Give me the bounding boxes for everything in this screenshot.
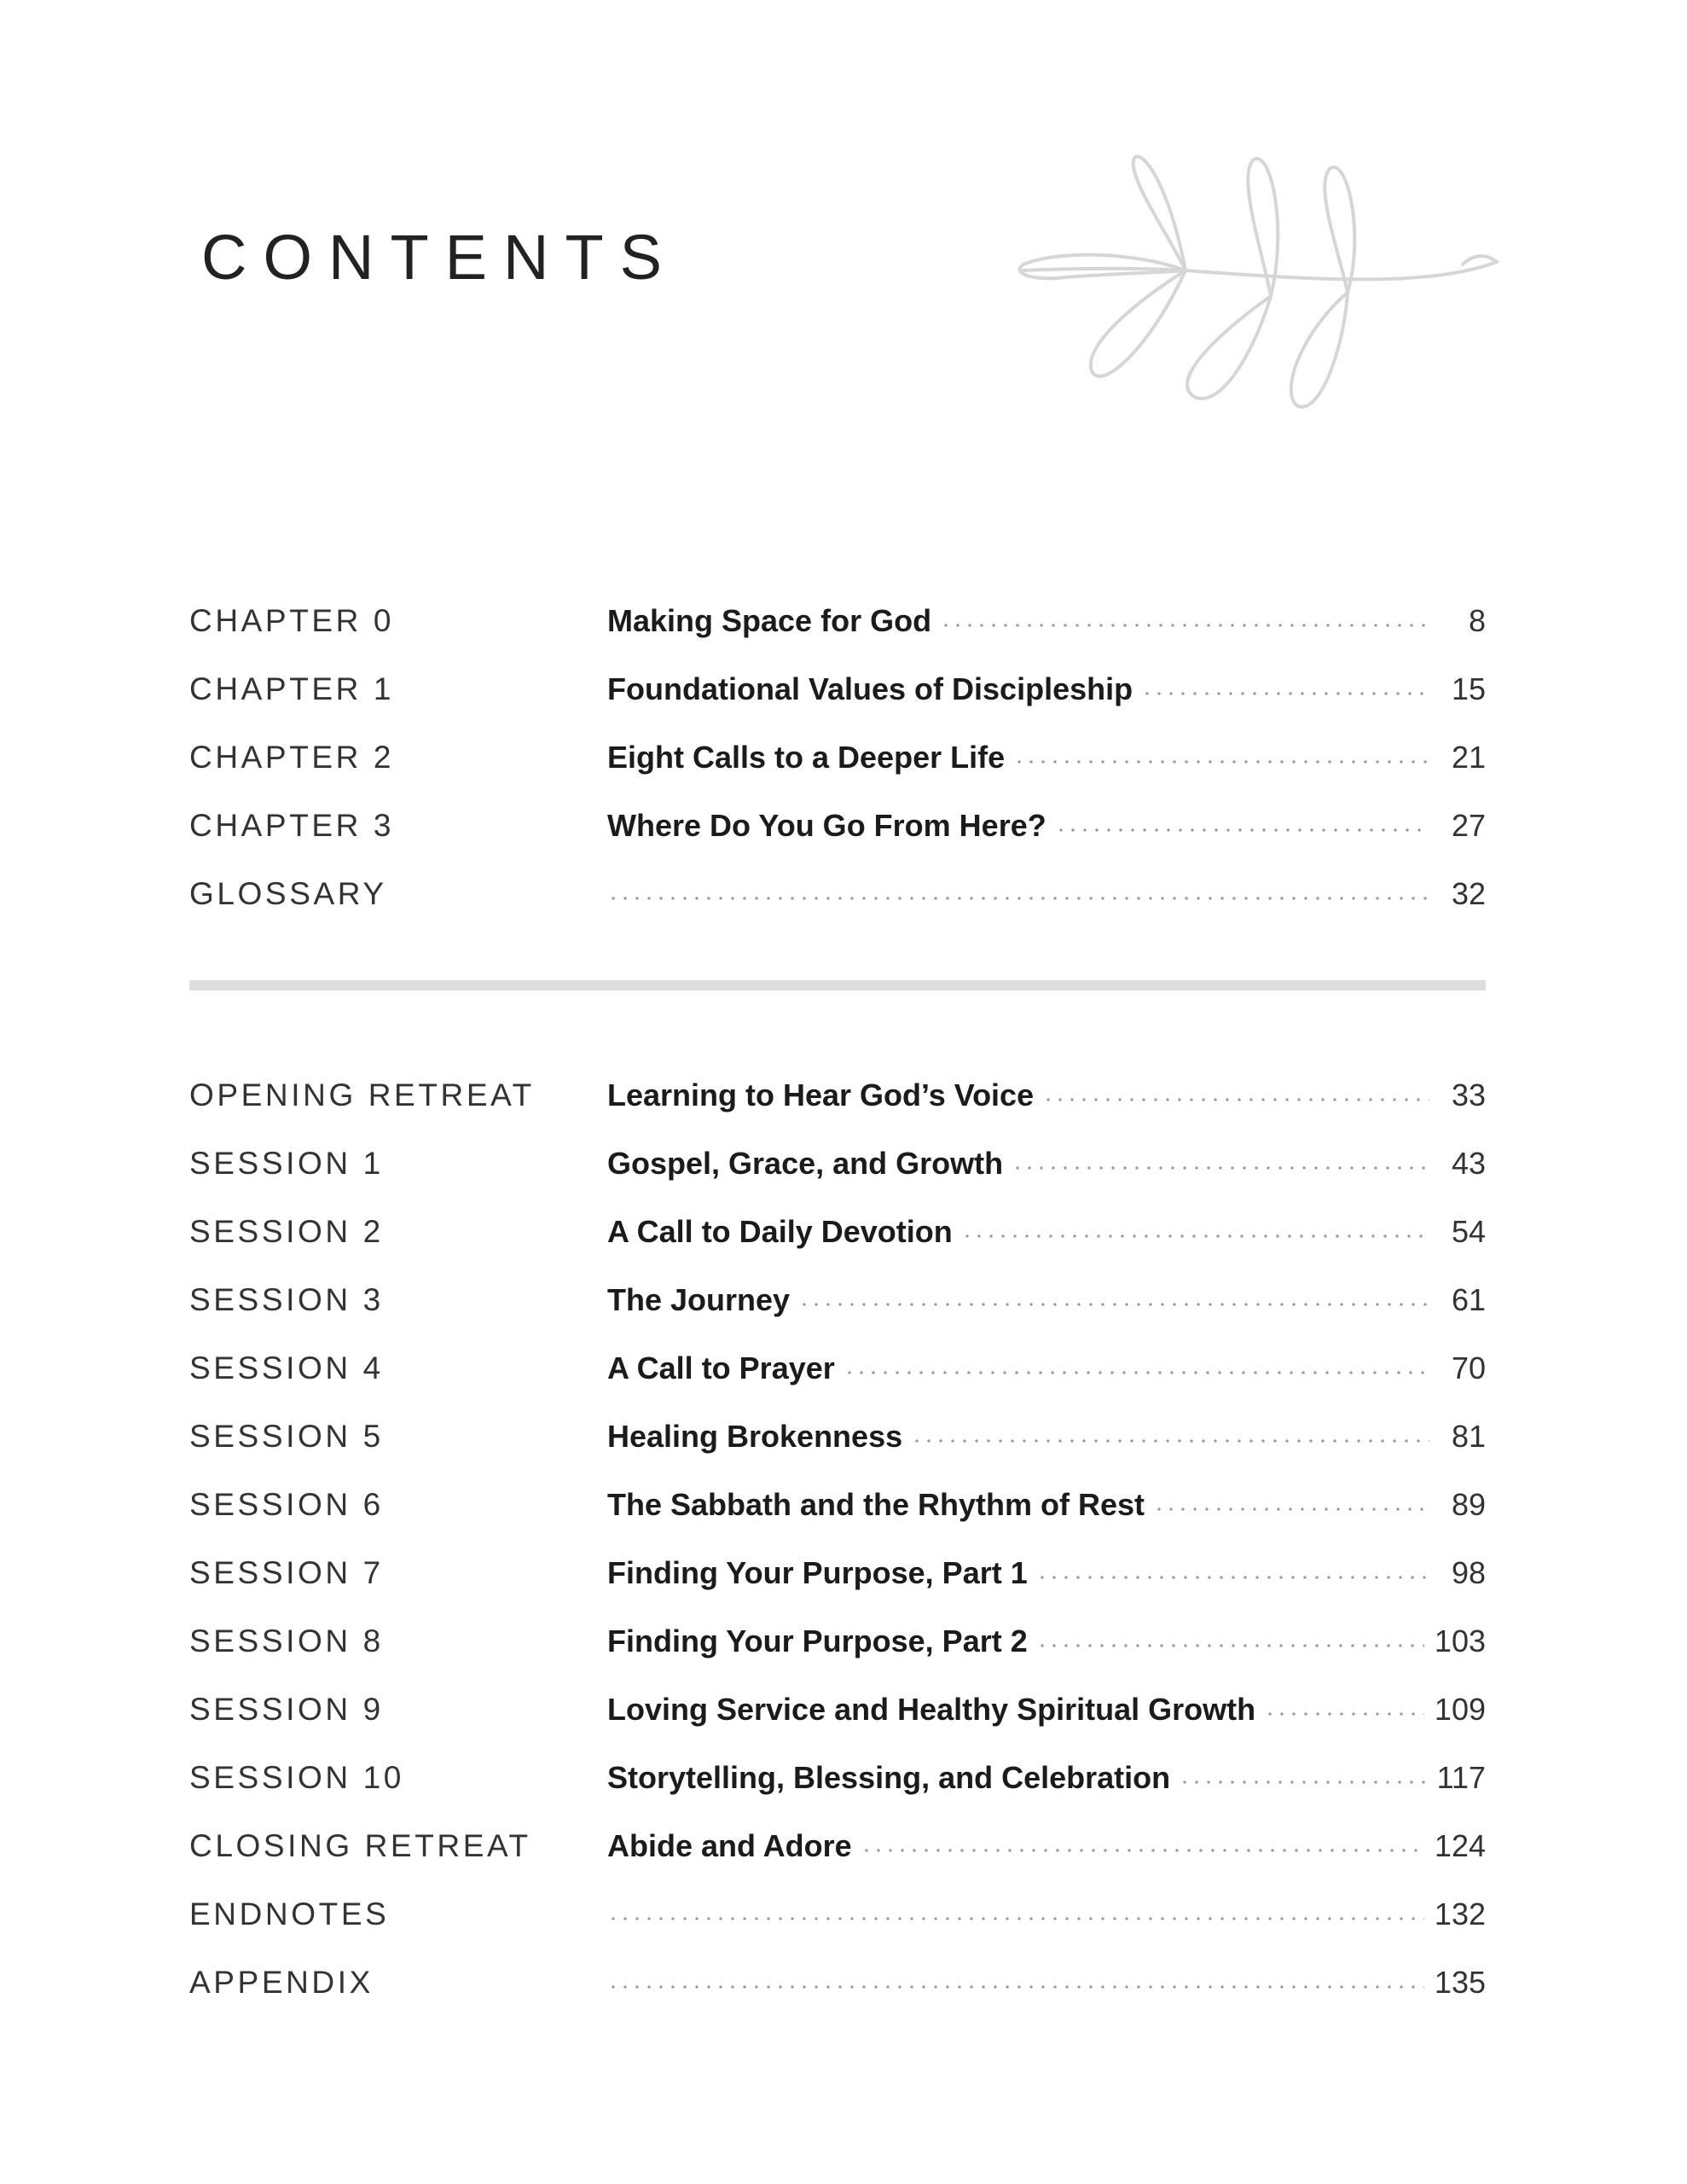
- toc-title[interactable]: A Call to Daily Devotion: [607, 1214, 953, 1249]
- toc-row[interactable]: [189, 1198, 1486, 1266]
- toc-row[interactable]: [189, 1130, 1486, 1198]
- toc-page-number: 54: [1451, 1214, 1486, 1249]
- dot-leader: [844, 1369, 1429, 1376]
- toc-row[interactable]: [189, 587, 1486, 655]
- toc-label: ENDNOTES: [189, 1896, 390, 1931]
- toc-page-number: 117: [1436, 1760, 1486, 1795]
- toc-label: CHAPTER 0: [189, 603, 395, 638]
- toc-page-number: 27: [1451, 808, 1486, 843]
- toc-title[interactable]: Loving Service and Healthy Spiritual Growth: [607, 1692, 1256, 1727]
- toc-page-number: 132: [1434, 1896, 1486, 1931]
- toc-page-number: 70: [1451, 1350, 1486, 1385]
- dot-leader: [1036, 1574, 1429, 1581]
- toc-title[interactable]: Abide and Adore: [607, 1828, 852, 1863]
- toc-label: CLOSING RETREAT: [189, 1828, 531, 1863]
- toc-label: GLOSSARY: [189, 876, 387, 911]
- toc-row[interactable]: [189, 1061, 1486, 1130]
- toc-page-number: 33: [1451, 1077, 1486, 1112]
- toc-label: OPENING RETREAT: [189, 1077, 535, 1112]
- toc-label: CHAPTER 1: [189, 671, 395, 706]
- toc-title[interactable]: Learning to Hear God’s Voice: [607, 1077, 1035, 1112]
- toc-label: SESSION 6: [189, 1487, 384, 1522]
- toc-page-number: 61: [1451, 1282, 1486, 1317]
- toc-row[interactable]: [189, 1812, 1486, 1880]
- toc-row[interactable]: [189, 1744, 1486, 1812]
- toc-title[interactable]: Finding Your Purpose, Part 2: [607, 1623, 1028, 1658]
- dot-leader: [607, 895, 1429, 902]
- toc-row[interactable]: [189, 1539, 1486, 1607]
- toc-page-number: 43: [1451, 1146, 1486, 1181]
- dot-leader: [940, 622, 1429, 629]
- dot-leader: [911, 1438, 1429, 1444]
- toc-label: CHAPTER 2: [189, 740, 395, 775]
- toc-page-number: 32: [1451, 876, 1486, 911]
- leaf-sprig-icon: [1006, 149, 1501, 431]
- dot-leader: [607, 1915, 1424, 1922]
- toc-label: SESSION 10: [189, 1760, 404, 1795]
- dot-leader: [1012, 1165, 1429, 1171]
- toc-title[interactable]: Healing Brokenness: [607, 1419, 903, 1454]
- toc-label: APPENDIX: [189, 1965, 374, 2000]
- toc-page-number: 135: [1434, 1965, 1486, 2000]
- dot-leader: [1179, 1779, 1426, 1786]
- toc-page-number: 109: [1434, 1692, 1486, 1727]
- toc-label: SESSION 2: [189, 1214, 384, 1249]
- toc-page-number: 21: [1451, 740, 1486, 775]
- dot-leader: [798, 1301, 1429, 1308]
- toc-row[interactable]: [189, 1880, 1486, 1949]
- toc-page-number: 98: [1451, 1555, 1486, 1590]
- toc-label: SESSION 3: [189, 1282, 384, 1317]
- toc-page-number: 8: [1468, 603, 1486, 638]
- dot-leader: [961, 1233, 1429, 1240]
- dot-leader: [1042, 1096, 1429, 1103]
- toc-title[interactable]: The Sabbath and the Rhythm of Rest: [607, 1487, 1145, 1522]
- toc-label: SESSION 1: [189, 1146, 384, 1181]
- page-title: CONTENTS: [201, 222, 678, 293]
- dot-leader: [1036, 1642, 1424, 1649]
- dot-leader: [1264, 1711, 1424, 1717]
- toc-label: CHAPTER 3: [189, 808, 395, 843]
- toc-row[interactable]: [189, 655, 1486, 723]
- toc-row[interactable]: [189, 792, 1486, 860]
- toc-page-number: 103: [1434, 1623, 1486, 1658]
- toc-page-number: 89: [1451, 1487, 1486, 1522]
- toc-title[interactable]: Foundational Values of Discipleship: [607, 671, 1133, 706]
- dot-leader: [1055, 827, 1429, 834]
- toc-section-sessions: [189, 1061, 1486, 2017]
- toc-title[interactable]: Storytelling, Blessing, and Celebration: [607, 1760, 1171, 1795]
- toc-title[interactable]: Finding Your Purpose, Part 1: [607, 1555, 1028, 1590]
- toc-row[interactable]: [189, 723, 1486, 792]
- dot-leader: [607, 1984, 1424, 1990]
- toc-page-number: 81: [1451, 1419, 1486, 1454]
- dot-leader: [1141, 690, 1429, 697]
- toc-row[interactable]: [189, 1949, 1486, 2017]
- toc-row[interactable]: [189, 1471, 1486, 1539]
- toc-label: SESSION 5: [189, 1419, 384, 1454]
- toc-title[interactable]: Eight Calls to a Deeper Life: [607, 740, 1006, 775]
- toc-row[interactable]: [189, 860, 1486, 928]
- toc-row[interactable]: [189, 1334, 1486, 1403]
- toc-title[interactable]: Making Space for God: [607, 603, 932, 638]
- toc-label: SESSION 9: [189, 1692, 384, 1727]
- dot-leader: [1013, 758, 1429, 765]
- toc-row[interactable]: [189, 1266, 1486, 1334]
- section-divider: [189, 980, 1486, 990]
- toc-row[interactable]: [189, 1607, 1486, 1676]
- toc-title[interactable]: A Call to Prayer: [607, 1350, 835, 1385]
- toc-title[interactable]: The Journey: [607, 1282, 791, 1317]
- toc-section-chapters: [189, 587, 1486, 928]
- toc-page-number: 15: [1451, 671, 1486, 706]
- toc-label: SESSION 7: [189, 1555, 384, 1590]
- dot-leader: [1153, 1506, 1429, 1513]
- toc-row[interactable]: [189, 1676, 1486, 1744]
- toc-title[interactable]: Gospel, Grace, and Growth: [607, 1146, 1004, 1181]
- toc-row[interactable]: [189, 1403, 1486, 1471]
- dot-leader: [861, 1847, 1424, 1854]
- toc-label: SESSION 8: [189, 1623, 384, 1658]
- toc-title[interactable]: Where Do You Go From Here?: [607, 808, 1046, 843]
- toc-page-number: 124: [1434, 1828, 1486, 1863]
- toc-label: SESSION 4: [189, 1350, 384, 1385]
